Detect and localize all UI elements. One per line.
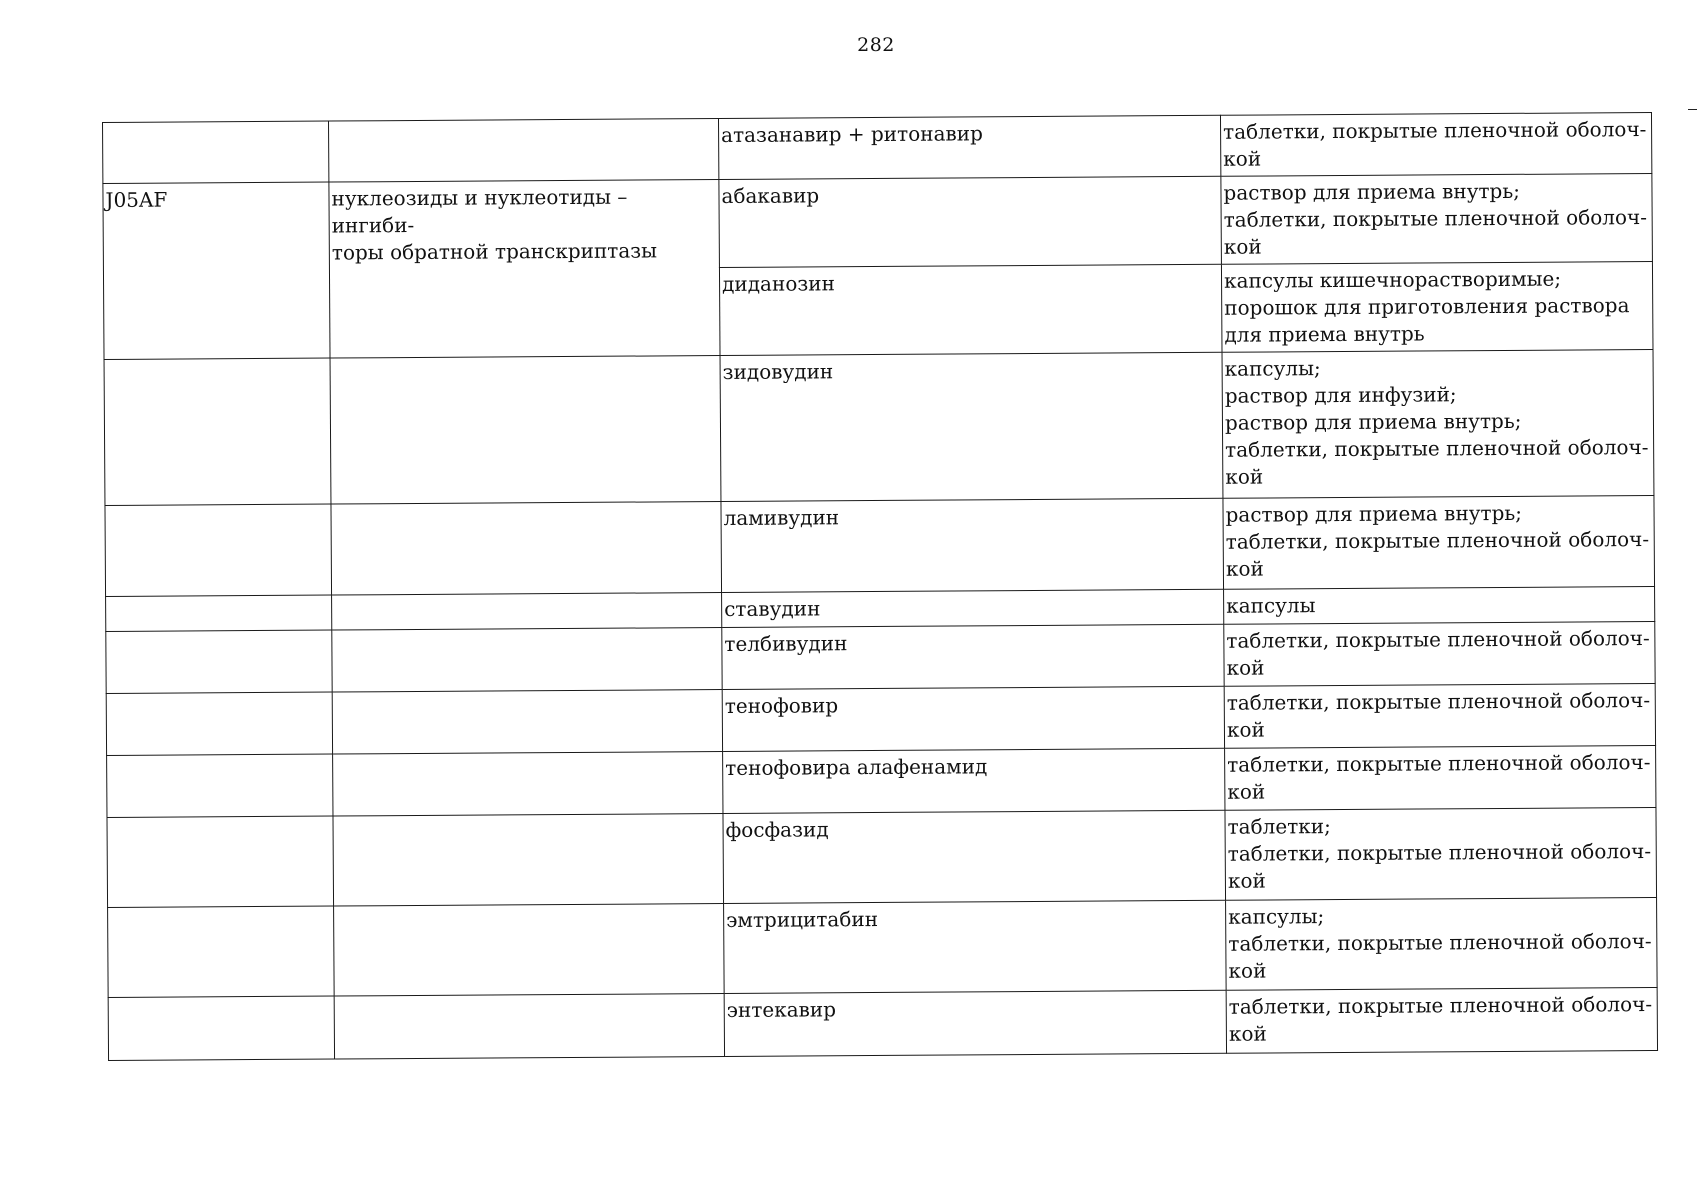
group-name-cell bbox=[334, 994, 724, 1060]
dosage-forms-cell: таблетки, покрытые пленочной оболоч- кой bbox=[1224, 683, 1655, 748]
group-name-cell bbox=[331, 502, 722, 596]
page-number: 282 bbox=[857, 34, 895, 56]
drug-name-cell: абакавир bbox=[719, 176, 1222, 267]
drug-name-cell: тенофовира алафенамид bbox=[723, 748, 1225, 813]
atc-code-cell bbox=[106, 692, 332, 755]
dosage-forms-cell: таблетки, покрытые пленочной оболоч- кой bbox=[1226, 987, 1657, 1053]
dosage-forms-cell: таблетки, покрытые пленочной оболоч- кой bbox=[1224, 621, 1655, 686]
group-name-cell bbox=[333, 814, 724, 907]
dosage-forms-cell: раствор для приема внутрь; таблетки, покрытые пленочной оболоч- кой bbox=[1223, 495, 1655, 589]
dosage-forms-cell: капсулы; раствор для инфузий; раствор для приема внутрь; таблетки, покрытые пленочной оболоч- кой bbox=[1222, 349, 1654, 498]
atc-code-cell bbox=[108, 996, 334, 1060]
atc-code-cell bbox=[108, 906, 335, 997]
table-row bbox=[108, 987, 1657, 1060]
drug-name-cell: энтекавир bbox=[724, 990, 1226, 1056]
atc-code-cell bbox=[105, 504, 332, 596]
table-row bbox=[107, 807, 1657, 907]
atc-code-cell bbox=[107, 754, 333, 817]
dosage-forms-cell: таблетки, покрытые пленочной оболоч- кой bbox=[1225, 745, 1656, 810]
drug-name-cell: ламивудин bbox=[721, 498, 1224, 592]
drug-name-cell: ставудин bbox=[722, 589, 1224, 627]
dosage-forms-cell: раствор для приема внутрь; таблетки, покрытые пленочной оболоч- кой bbox=[1221, 173, 1653, 264]
drug-name-cell: атазанавир + ритонавир bbox=[718, 115, 1220, 179]
group-name-cell bbox=[334, 904, 725, 997]
drug-name-cell: фосфазид bbox=[723, 810, 1226, 903]
table-row bbox=[107, 745, 1656, 817]
dosage-forms-cell: таблетки; таблетки, покрытые пленочной оболоч- кой bbox=[1225, 807, 1657, 900]
atc-code-cell bbox=[107, 816, 334, 907]
table-row bbox=[105, 495, 1655, 596]
scan-edge-mark bbox=[1688, 109, 1697, 110]
group-name-cell: нуклеозиды и нуклеотиды – ингиби- торы обратной транскриптазы bbox=[329, 180, 720, 359]
table-row bbox=[103, 173, 1653, 271]
atc-code-cell bbox=[103, 121, 329, 183]
table-row bbox=[103, 112, 1652, 183]
drug-name-cell: диданозин bbox=[719, 264, 1222, 355]
group-name-cell bbox=[333, 752, 723, 817]
group-name-cell bbox=[328, 119, 718, 183]
drug-name-cell: зидовудин bbox=[720, 352, 1223, 501]
drug-name-cell: телбивудин bbox=[722, 624, 1224, 689]
atc-code-cell bbox=[104, 358, 331, 505]
atc-code-cell bbox=[106, 630, 332, 693]
dosage-forms-cell: таблетки, покрытые пленочной оболоч- кой bbox=[1220, 112, 1651, 176]
table-row bbox=[106, 621, 1655, 693]
table-row bbox=[104, 349, 1654, 505]
dosage-forms-cell: капсулы кишечнорастворимые; порошок для приготовления раствора для приема внутрь bbox=[1221, 261, 1653, 352]
drug-name-cell: тенофовир bbox=[722, 686, 1224, 751]
table-row bbox=[108, 897, 1658, 997]
group-name-cell bbox=[332, 593, 722, 631]
dosage-forms-cell: капсулы; таблетки, покрытые пленочной оболоч- кой bbox=[1226, 897, 1658, 990]
dosage-forms-cell: капсулы bbox=[1224, 586, 1655, 624]
group-name-cell bbox=[332, 628, 722, 693]
group-name-cell bbox=[330, 356, 721, 505]
atc-code-cell bbox=[106, 595, 332, 631]
drug-name-cell: эмтрицитабин bbox=[724, 900, 1227, 993]
atc-code-cell: J05AF bbox=[103, 182, 330, 359]
table-row bbox=[106, 683, 1655, 755]
drug-table bbox=[102, 112, 1658, 1061]
group-name-cell bbox=[332, 690, 722, 755]
